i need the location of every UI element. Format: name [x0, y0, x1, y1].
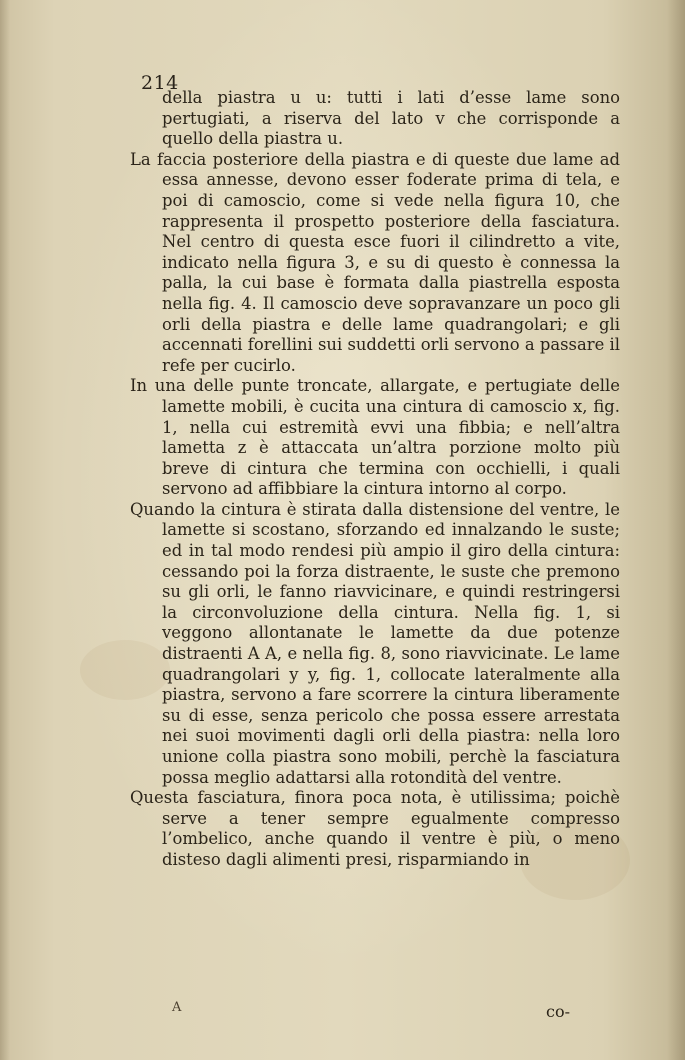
- signature-mark: A: [172, 1000, 182, 1015]
- paragraph: della piastra u u: tutti i lati d’esse lame sono pertugiati, a riserva del lato v che corrisponde a quello della piastra u.: [162, 88, 620, 149]
- page-number: 214: [141, 72, 179, 94]
- paragraph: La faccia posteriore della piastra e di queste due lame ad essa annesse, devono esser foderate prima di tela, e poi di camoscio, come si vede nella figura 10, che rappresenta il prospetto posteriore della fasciatura. Nel centro di questa esce fuori il cilindretto a vite, indicato nella figura 3, e su di questo è connessa la palla, la cui base è formata dalla piastrella esposta nella fig. 4. Il camoscio deve sopravanzare un poco gli orli della piastra e delle lame quadrangolari; e gli accennati forellini sui suddetti orli servono a passare il refe per cucirlo.: [130, 149, 620, 375]
- page-left-shadow: [0, 0, 10, 1060]
- paragraph: In una delle punte troncate, allargate, e pertugiate delle lamette mobili, è cucita una cintura di camoscio x, fig. 1, nella cui estremità evvi una fibbia; e nell’altra lametta z è attaccata un’altra porzione molto più breve di cintura che termina con occhielli, i quali servono ad affibbiare la cintura intorno al corpo.: [130, 376, 620, 499]
- paragraph: Questa fasciatura, finora poca nota, è utilissima; poichè serve a tener sempre egualmente compresso l’ombelico, anche quando il ventre è più, o meno disteso dagli alimenti presi, risparmiando in: [130, 788, 620, 869]
- page-right-shadow: [667, 0, 685, 1060]
- catchword: co-: [546, 1002, 570, 1021]
- paragraph: Quando la cintura è stirata dalla distensione del ventre, le lamette si scostano, sforzando ed innalzando le suste; ed in tal modo rendesi più ampio il giro della cintura: cessando poi la forza distraente, le suste che premono su gli orli, le fanno riavvicinare, e quindi restringersi la circonvoluzione della cintura. Nella fig. 1, si veggono allontanate le lamette da due potenze distraenti A A, e nella fig. 8, sono riavvicinate. Le lame quadrangolari y y, fig. 1, collocate lateralmente alla piastra, servono a fare scorrere la cintura liberamente su di esse, senza pericolo che possa essere arrestata nei suoi movimenti dagli orli della piastra: nella loro unione colla piastra sono mobili, perchè la fasciatura possa meglio adattarsi alla rotondità del ventre.: [130, 499, 620, 787]
- body-text: [130, 88, 620, 871]
